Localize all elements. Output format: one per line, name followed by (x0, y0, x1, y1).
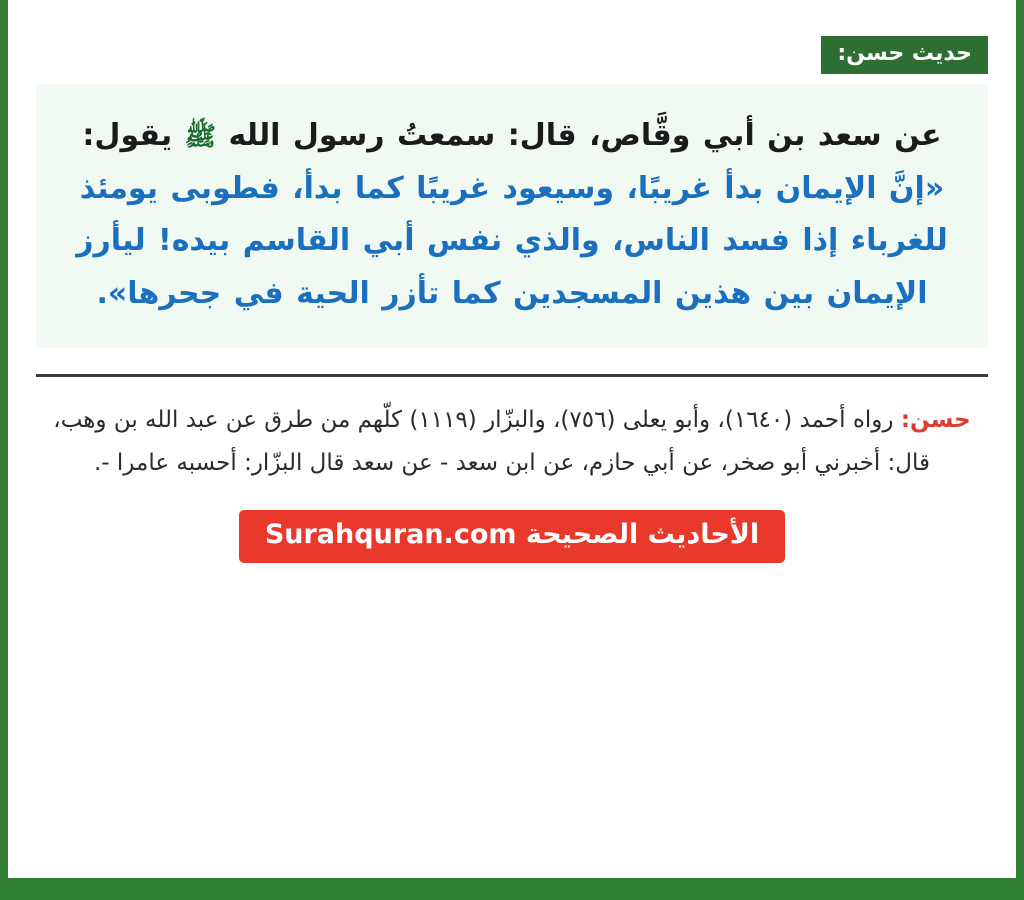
site-link-badge[interactable] (239, 510, 785, 563)
takhrij-grade-label: حسن: (900, 407, 971, 433)
hadith-verb-text: يقول: (82, 118, 173, 153)
hadith-paragraph (62, 110, 962, 320)
hadith-text-box (36, 84, 988, 348)
site-name: Surahquran.com (264, 519, 517, 551)
hadith-quote-text: «إنَّ الإيمان بدأ غريبًا، وسيعود غريبًا كما بدأ، فطوبى يومئذ للغرباء إذا فسد الناس، والذي نفس أبي القاسم بيده! ليأرز الإيمان بين هذين المسجدين كما تأزر الحية في جحرها». (76, 170, 948, 311)
hadith-grade-badge: حديث حسن: (821, 36, 988, 74)
footer-row (36, 510, 988, 563)
section-divider (36, 374, 988, 377)
takhrij-text: رواه أحمد (١٦٤٠)، وأبو يعلى (٧٥٦)، والبزّار (١١١٩) كلّهم من طرق عن عبد الله بن وهب، قال: أخبرني أبو صخر، عن أبي حازم، عن ابن سعد - عن سعد قال البزّار: أحسبه عامرا -. (53, 407, 930, 476)
takhrij-paragraph (36, 399, 988, 484)
grade-badge-row (36, 0, 988, 74)
site-tagline: الأحاديث الصحيحة (525, 519, 760, 551)
bottom-green-bar (0, 878, 1024, 900)
hadith-intro-text: عن سعد بن أبي وقَّاص، قال: سمعتُ رسول الله (228, 118, 942, 153)
salutation-icon: ﷺ (184, 122, 216, 152)
